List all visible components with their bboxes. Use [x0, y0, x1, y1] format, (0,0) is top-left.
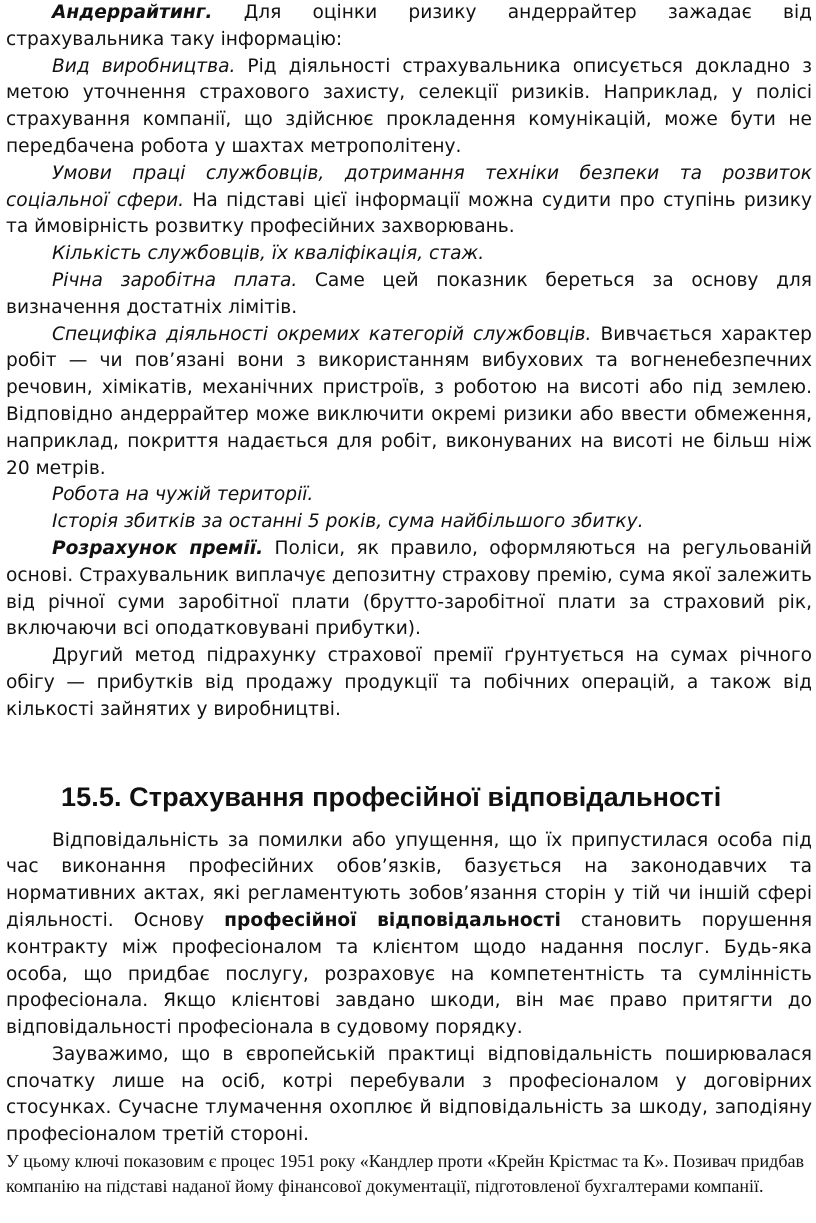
term-production-type: Вид виробництва. — [52, 55, 236, 77]
section-underwriting — [6, 0, 812, 724]
text-liability-basis-a: Відповідальність за помилки або упущення, що їх припустилася особа під час виконання професійних обов’язків, базується на законодавчих та нормативних актах, які регламентують зобов’язання сторін у тій чи іншій сфері діяльності. Основу — [6, 829, 812, 931]
text-liability-basis-b: становить порушення контракту між професіоналом та клієнтом щодо надання послуг. Будь-яка особа, що придбає послугу, розраховує на компетентність та сумлінність професіонала. Якщо клієнтові завдано шкоди, він має право притягти до відповідальності професіонала в судовому порядку. — [6, 909, 813, 1039]
section-heading: 15.5. Страхування професійної відповідальності — [61, 781, 722, 812]
term-premium-calculation: Розрахунок премії. — [52, 537, 264, 559]
paragraph-loss-history — [6, 509, 812, 536]
section-professional-liability — [6, 828, 812, 1150]
text-activity-specifics: Вивчається характер робіт — чи пов’язані вони з використанням вибухових та вогненебезпечних речовин, хімікатів, механічних пристроїв, з роботою на висоті або під землею. Відповідно андеррайтер може виключити окремі ризики або ввести обмеження, наприклад, покриття надається для робіт, виконуваних на висоті не більш ніж 20 метрів. — [6, 323, 812, 479]
term-activity-specifics: Специфіка діяльності окремих категорій службовців. — [52, 323, 592, 345]
term-annual-salary: Річна заробітна плата. — [52, 269, 298, 291]
heading-spacer — [6, 814, 812, 828]
paragraph-staff-count — [6, 241, 812, 268]
term-work-conditions: Умови праці службовців, дотримання техніки безпеки та розвиток соціальної сфери. — [6, 162, 812, 211]
footer-paragraph: У цьому ключі показовим є процес 1951 року «Кандлер проти «Крейн Крістмас та К». Позивач придбав компанію на підставі наданої йому фінансової документації, підготовленої бухгалтерами компанії. — [6, 1151, 804, 1197]
paragraph-liability-basis — [6, 828, 812, 1042]
text-underwriting: Для оцінки ризику андеррайтер зажадає від страхувальника таку інформацію: — [6, 2, 812, 50]
paragraph-work-conditions — [6, 161, 812, 241]
paragraph-activity-specifics — [6, 322, 812, 483]
text-work-conditions: На підставі цієї інформації можна судити про ступінь ризику та ймовірність розвитку професійних захворювань. — [6, 189, 813, 238]
term-foreign-territory: Робота на чужій території. — [52, 484, 314, 506]
section-spacer — [6, 724, 812, 780]
paragraph-second-method — [6, 643, 812, 723]
paragraph-underwriting — [6, 0, 812, 54]
text-annual-salary: Саме цей показник береться за основу для визначення достатніх лімітів. — [6, 269, 812, 318]
term-loss-history: Історія збитків за останні 5 років, сума найбільшого збитку. — [52, 511, 644, 533]
text-second-method: Другий метод підрахунку страхової премії ґрунтується на сумах річного обігу — прибутків від продажу продукції та побічних операцій, а також від кількості зайнятих у виробництві. — [6, 645, 812, 720]
text-premium-calculation: Поліси, як правило, оформляються на регульованій основі. Страхувальник виплачує депозитну страхову премію, сума якої залежить від річної суми заробітної плати (брутто-заробітної плати за страховий рік, включаючи всі оподатковувані прибутки). — [6, 537, 812, 640]
term-underwriting: Андеррайтинг. — [52, 2, 213, 23]
paragraph-european-practice — [6, 1042, 812, 1149]
term-professional-liability: професійної відповідальності — [224, 909, 561, 931]
text-european-practice: Зауважимо, що в європейській практиці відповідальність поширювалася спочатку лише на осіб, котрі перебували з професіоналом у договірних стосунках. Сучасне тлумачення охоплює й відповідальність за шкоду, заподіяну професіоналом третій стороні. — [6, 1043, 812, 1146]
paragraph-foreign-territory — [6, 482, 812, 509]
text-production-type: Рід діяльності страхувальника описується докладно з метою уточнення страхового захисту, селекції ризиків. Наприклад, у полісі страхування компанії, що здійснює прокладення комунікацій, може бути не передбачена робота у шахтах метрополітену. — [6, 55, 812, 157]
paragraph-premium-calculation — [6, 536, 812, 643]
paragraph-annual-salary — [6, 268, 812, 322]
paragraph-production-type — [6, 54, 812, 161]
term-staff-count: Кількість службовців, їх кваліфікація, стаж. — [52, 243, 485, 265]
